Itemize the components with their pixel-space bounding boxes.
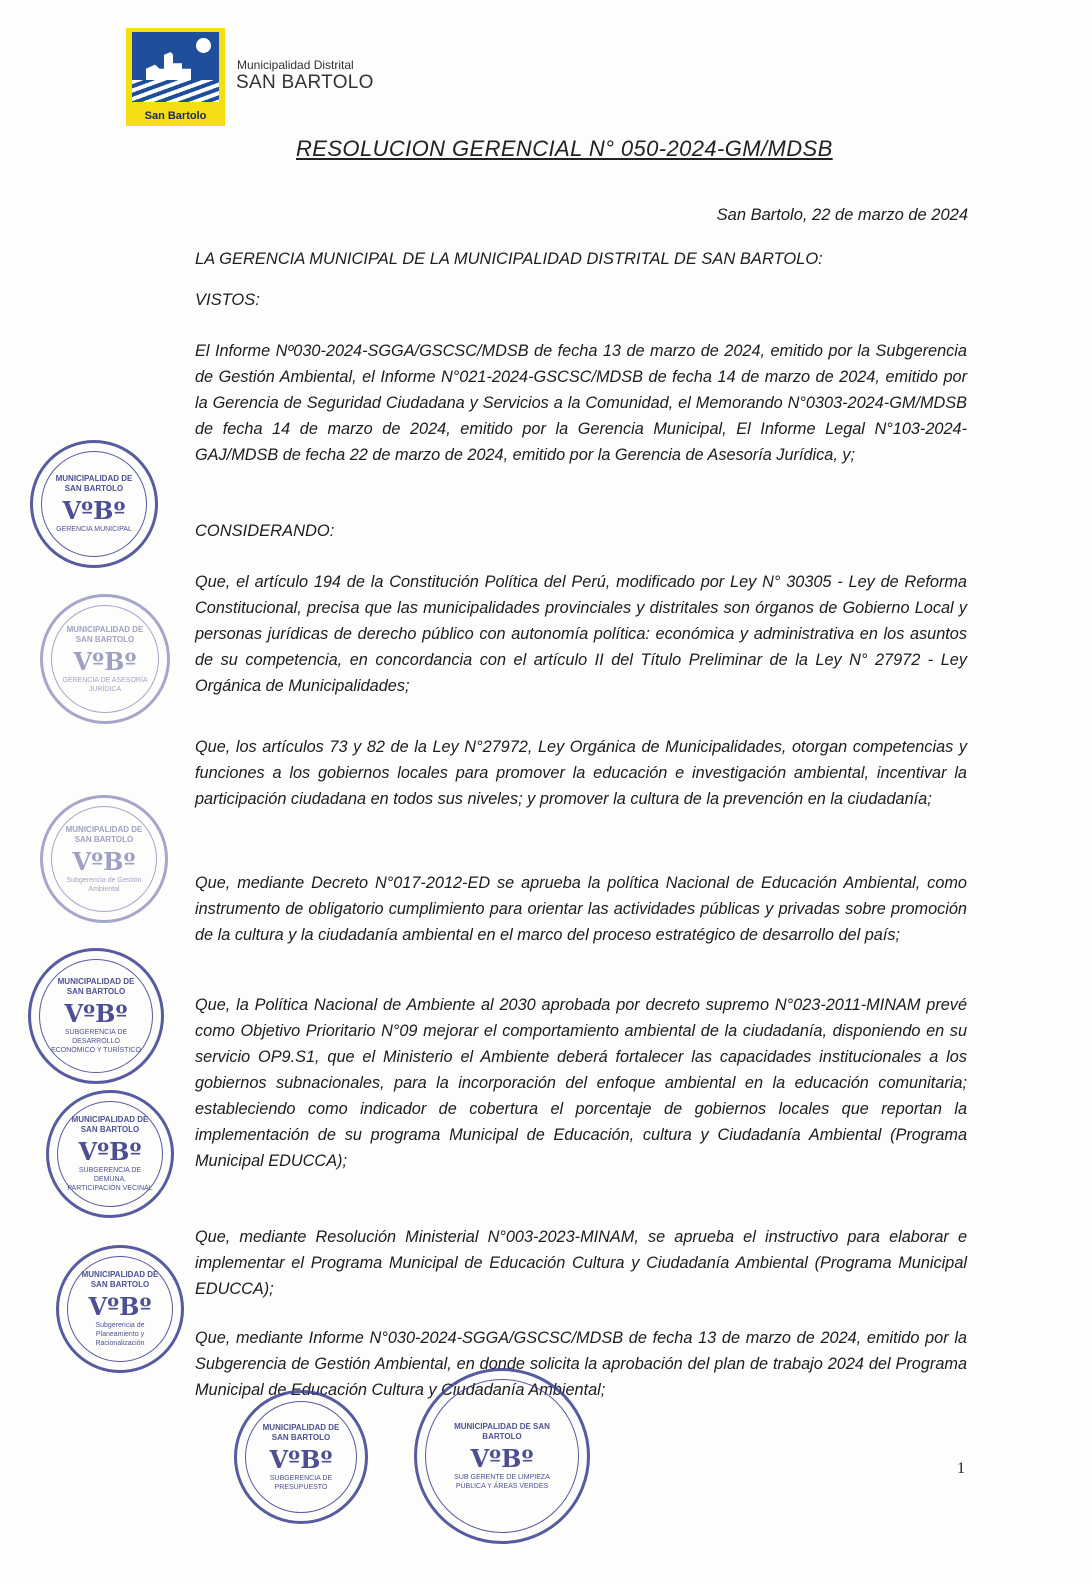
approval-stamp: MUNICIPALIDAD DE SAN BARTOLO VºBº Subgerencia de Gestión Ambiental bbox=[40, 795, 168, 923]
considerando-paragraph: Que, mediante Resolución Ministerial N°003-2023-MINAM, se aprueba el instructivo para elaborar e implementar el Programa Municipal de Educación Cultura y Ciudadanía Ambiental (Programa Municipal EDUCCA); bbox=[195, 1228, 967, 1298]
logo-emblem bbox=[132, 32, 219, 102]
approval-stamp: MUNICIPALIDAD DE SAN BARTOLO VºBº Subgerencia de Planeamiento y Racionalización bbox=[56, 1245, 184, 1373]
resolution-title: RESOLUCION GERENCIAL N° 050-2024-GM/MDSB bbox=[296, 136, 833, 161]
approval-stamp: MUNICIPALIDAD DE SAN BARTOLO VºBº GERENCIA MUNICIPAL bbox=[30, 440, 158, 568]
page-number: 1 bbox=[957, 1460, 965, 1477]
approval-stamp: MUNICIPALIDAD DE SAN BARTOLO VºBº SUBGERENCIA DE DESARROLLO ECONÓMICO Y TURÍSTICO bbox=[28, 948, 164, 1084]
approval-stamp: MUNICIPALIDAD DE SAN BARTOLO VºBº SUBGERENCIA DE DEMUNA, PARTICIPACIÓN VECINAL bbox=[46, 1090, 174, 1218]
moon-icon bbox=[196, 38, 211, 53]
document-date: San Bartolo, 22 de marzo de 2024 bbox=[716, 206, 968, 224]
approval-stamp: MUNICIPALIDAD DE SAN BARTOLO VºBº SUB GERENTE DE LIMPIEZA PÚBLICA Y ÁREAS VERDES bbox=[414, 1368, 590, 1544]
approval-stamp: MUNICIPALIDAD DE SAN BARTOLO VºBº SUBGERENCIA DE PRESUPUESTO bbox=[234, 1390, 368, 1524]
municipality-name: SAN BARTOLO bbox=[236, 72, 374, 93]
approval-stamp: MUNICIPALIDAD DE SAN BARTOLO VºBº GERENCIA DE ASESORÍA JURÍDICA bbox=[40, 594, 170, 724]
considerando-paragraph: Que, el artículo 194 de la Constitución Política del Perú, modificado por Ley N° 30305 - Ley de Reforma Constitucional, precisa que las municipalidades provinciales y distritales son órganos de Gobierno Local y personas jurídicas de derecho público con autonomía política: económica y administrativa en los asuntos de su competencia, en concordancia con el artículo II del Título Preliminar de la Ley N° 27972 - Ley Orgánica de Municipalidades; bbox=[195, 573, 967, 695]
considerando-heading: CONSIDERANDO: bbox=[195, 522, 335, 540]
church-icon bbox=[146, 52, 191, 80]
logo-label: San Bartolo bbox=[144, 110, 207, 122]
municipality-subtitle: Municipalidad Distrital bbox=[237, 58, 354, 72]
considerando-paragraph: Que, mediante Informe N°030-2024-SGGA/GSCSC/MDSB de fecha 13 de marzo de 2024, emitido por la Subgerencia de Gestión Ambiental, en donde solicita la aprobación del plan de trabajo 2024 del Programa Municipal de Educación Cultura y Ciudadanía Ambiental; bbox=[195, 1329, 967, 1399]
issuer-heading: LA GERENCIA MUNICIPAL DE LA MUNICIPALIDAD DISTRITAL DE SAN BARTOLO: bbox=[195, 250, 823, 268]
considerando-paragraph: Que, la Política Nacional de Ambiente al 2030 aprobada por decreto supremo N°023-2011-MINAM prevé como Objetivo Prioritario N°09 mejorar el comportamiento ambiental de la ciudadanía, disponiendo en su servicio OP9.S1, que el Ministerio el Ambiente deberá fortalecer las capacidades institucionales a los gobiernos subnacionales, para la incorporación del enfoque ambiental en la educación comunitaria; estableciendo como indicador de cobertura el porcentaje de gobiernos locales que reportan la implementación de su programa Municipal de Educación, cultura y Ciudadanía Ambiental (Programa Municipal EDUCCA); bbox=[195, 996, 967, 1170]
vistos-heading: VISTOS: bbox=[195, 291, 260, 309]
waves-icon bbox=[132, 80, 219, 102]
considerando-paragraph: Que, los artículos 73 y 82 de la Ley N°27972, Ley Orgánica de Municipalidades, otorgan competencias y funciones a los gobiernos locales para promover la educación e investigación ambiental, incentivar la participación ciudadana en todos sus niveles; y promover la cultura de la prevención en la ciudadanía; bbox=[195, 738, 967, 808]
vistos-paragraph: El Informe Nº030-2024-SGGA/GSCSC/MDSB de fecha 13 de marzo de 2024, emitido por la Subgerencia de Gestión Ambiental, el Informe N°021-2024-GSCSC/MDSB de fecha 14 de marzo de 2024, emitido por la Gerencia de Seguridad Ciudadana y Servicios a la Comunidad, el Memorando N°0303-2024-GM/MDSB de fecha 14 de marzo de 2024, emitido por la Gerencia Municipal, El Informe Legal N°103-2024-GAJ/MDSB de fecha 22 de marzo de 2024, emitido por la Gerencia de Asesoría Jurídica, y; bbox=[195, 342, 967, 464]
considerando-paragraph: Que, mediante Decreto N°017-2012-ED se aprueba la política Nacional de Educación Ambiental, como instrumento de obligatorio cumplimiento para orientar las actividades públicas y privadas sobre promoción de la cultura y la ciudadanía ambiental en el marco del proceso estratégico de desarrollo del país; bbox=[195, 874, 967, 944]
municipality-logo bbox=[126, 28, 225, 126]
